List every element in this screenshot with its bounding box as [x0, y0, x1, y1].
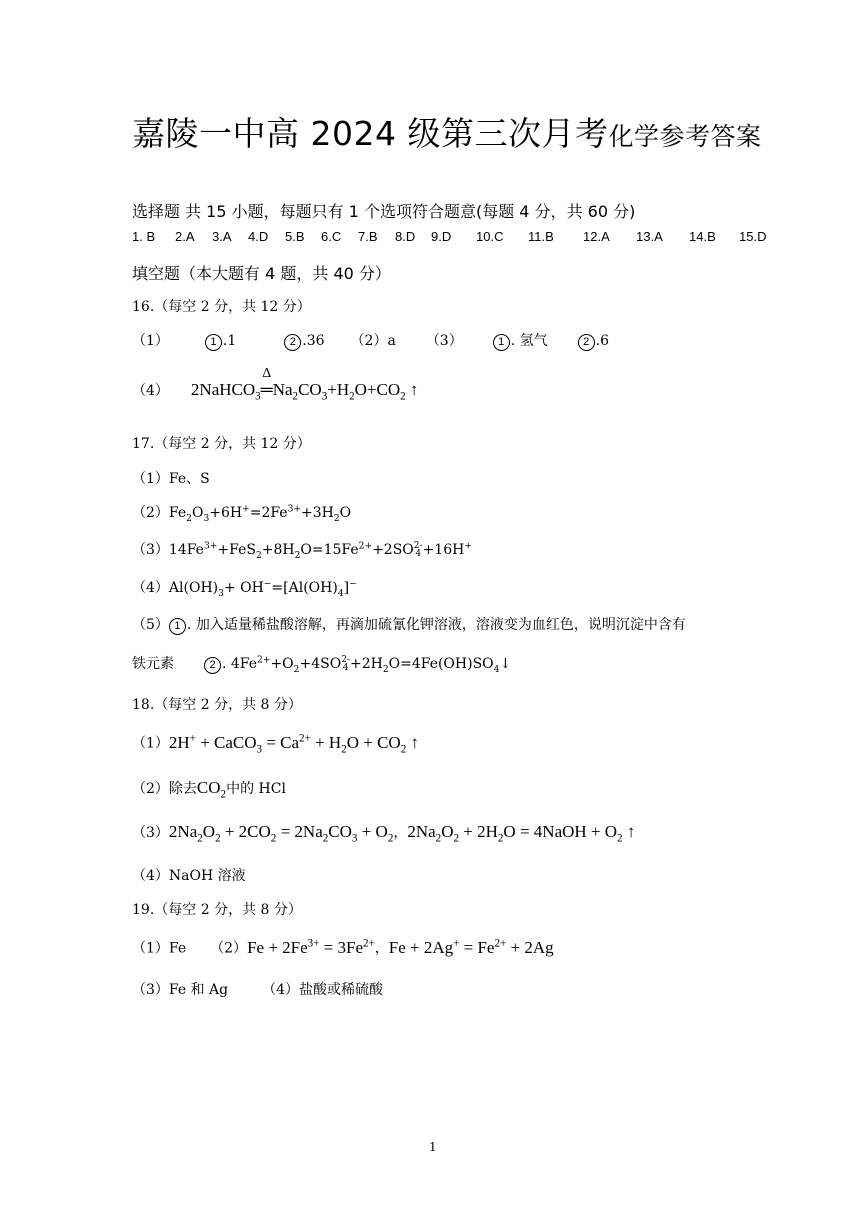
equation: $2Na_2O_2 + 2H_2O$ = 4NaOH + $O_2$ ↑ [407, 822, 636, 845]
circled-number: 2 [578, 334, 595, 351]
equation: 2NaHCO$_3$ Δ $═Na_2CO_3+H_2O+CO_2$ ↑ [190, 366, 419, 403]
q17-heading: 17.（每空 2 分，共 12 分） [132, 436, 311, 452]
q19-heading: 19.（每空 2 分，共 8 分） [132, 902, 302, 918]
q16-heading: 16.（每空 2 分，共 12 分） [132, 299, 311, 315]
answer-text: 铁元素 [132, 656, 174, 672]
answer-item: 9.D [431, 229, 452, 244]
answer-item: 6.C [321, 229, 342, 244]
part-label: （3） [425, 333, 463, 349]
equation: $14Fe^{3+}+FeS_2+8H_2O=15Fe^{2+}+2SO$ 2- 4 +16H+ [168, 541, 472, 561]
answer-item: 11.B [528, 229, 554, 244]
circled-number: 2 [284, 334, 301, 351]
answer-item: 1. B [132, 229, 156, 244]
part-label: （1） [132, 333, 169, 349]
part-label: （2） [132, 505, 169, 521]
circled-number: 1 [493, 334, 510, 351]
answer-item: 10.C [476, 229, 504, 244]
fill-heading: 填空题（本大题有 4 题，共 40 分） [132, 264, 391, 283]
answer-item: 8.D [395, 229, 416, 244]
equation: $Fe + 2Ag^+ = Fe^{2+} + 2Ag$ [388, 937, 554, 957]
q17-line3 [132, 539, 472, 561]
answer-value: .1 [222, 333, 237, 349]
page-title [132, 108, 761, 155]
part-label: （4） [132, 383, 169, 399]
part-label: （2）除去 [132, 781, 197, 797]
q17-line1: （1）Fe、S [132, 471, 210, 487]
part-label: （2） [210, 940, 248, 957]
equation: $Al(OH)_3+ OH^-=[Al(OH)_4]^-$ [168, 579, 357, 599]
answer-item: 14.B [689, 229, 716, 244]
circled-number: 2 [204, 657, 221, 674]
answer-item: 4.D [248, 229, 269, 244]
equation: $Fe + 2Fe^{3+} = 3Fe^{2+}$ [247, 937, 375, 957]
q17-line6 [132, 653, 511, 675]
gas-arrow-icon: ↑ [409, 380, 419, 399]
q17-line2 [132, 502, 351, 524]
answer-value: .6 [595, 333, 609, 349]
part-label: （3） [132, 825, 169, 841]
page-number: 1 [429, 1140, 437, 1154]
q18-line2 [132, 778, 286, 800]
answer-text: . 加入适量稀盐酸溶解，再滴加硫氰化钾溶液，溶液变为血红色，说明沉淀中含有 [186, 617, 686, 633]
title-sub: 化学参考答案 [608, 122, 762, 151]
q16-line2 [132, 366, 419, 403]
answer-item: 12.A [583, 229, 610, 244]
q17-line5 [132, 614, 686, 635]
equation: . $4Fe^{2+}+O_2+4SO$ 2- 4 $+2H_2O=4Fe(OH)SO_4↓$ [222, 655, 512, 675]
answer-item: 3.A [212, 229, 232, 244]
q18-line4: （4）NaOH 溶液 [132, 868, 246, 884]
part-label: （4） [132, 580, 169, 596]
equation: 2H+ + CaCO$_3$ = $Ca^{2+} + H_2O + CO_2$ ↑ [168, 732, 419, 756]
mc-answers [132, 229, 779, 244]
answer-item: 7.B [358, 229, 378, 244]
formula: $CO_2$ [196, 778, 227, 801]
equation: $2Na_2O_2 + 2CO_2 = 2Na_2CO_3 + O_2$ [168, 822, 394, 845]
part-label: （3）Fe 和 Ag [132, 982, 229, 998]
equation: $Fe_2O_3+6H^+=2Fe^{3+}+3H_2O$ [168, 504, 352, 524]
part-label: （3） [132, 542, 169, 558]
q19-line1: （1）Fe $(2)Fe + 2Fe^{3+} = 3Fe^{2+}$，$Fe + 2Ag^+ = Fe^{2+} + 2Ag$ [132, 937, 554, 957]
part-label: （1）Fe [132, 940, 187, 957]
q18-line3: $(3)2Na_2O_2 + 2CO_2 = 2Na_2CO_3 + O_2$，$2Na_2O_2 + 2H_2O$ = 4NaOH + $O_2$ ↑ [132, 822, 636, 845]
part-label: （1） [132, 735, 169, 752]
q16-line1 [132, 330, 609, 351]
answer-item: 2.A [175, 229, 195, 244]
q19-line2 [132, 979, 383, 999]
circled-number: 1 [169, 618, 186, 635]
part-label: （5） [132, 617, 169, 633]
answer-item: 5.B [285, 229, 305, 244]
q18-heading: 18.（每空 2 分，共 8 分） [132, 697, 302, 713]
title-main: 嘉陵一中高 2024 级第三次月考 [132, 114, 609, 153]
part-label: （2）a [350, 333, 396, 349]
circled-number: 1 [205, 334, 222, 351]
answer-text: 中的 HCl [226, 781, 286, 797]
mc-heading: 选择题 共 15 小题，每题只有 1 个选项符合题意(每题 4 分，共 60 分) [132, 202, 636, 221]
heat-symbol: Δ [262, 366, 272, 381]
answer-item: 13.A [636, 229, 663, 244]
answer-value: .36 [302, 333, 325, 349]
answer-item: 15.D [739, 229, 767, 244]
answer-value: . 氢气 [510, 333, 548, 349]
q18-line1 [132, 732, 419, 755]
q17-line4 [132, 577, 357, 599]
part-label: （4）盐酸或稀硫酸 [262, 982, 384, 998]
